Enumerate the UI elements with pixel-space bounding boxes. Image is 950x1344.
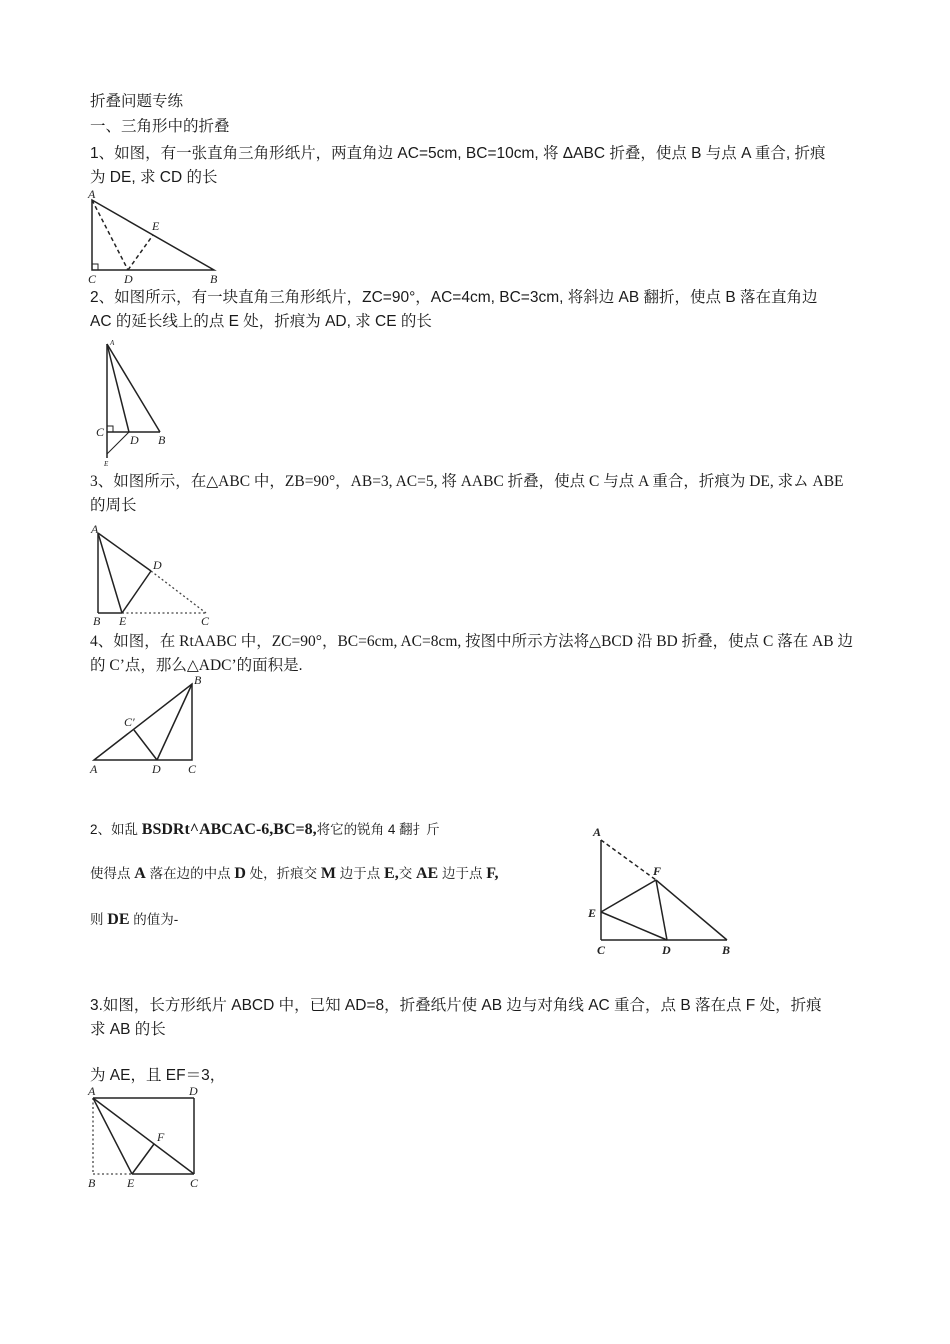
q4-segment-c1d: [134, 730, 157, 760]
q5-figure: [585, 820, 745, 965]
q4-triangle: [94, 684, 192, 760]
q6-label-c: C: [190, 1176, 199, 1190]
q1-right-angle-mark: [92, 264, 98, 270]
q5-line3-part: 则: [90, 912, 108, 927]
q2-right-angle-mark: [107, 426, 113, 432]
q5-label-b: B: [722, 943, 731, 957]
q2-figure: [92, 336, 182, 466]
q3-label-e: E: [119, 614, 127, 628]
q1-label-e: E: [152, 219, 160, 233]
q5-line2-side-ae: AE: [415, 865, 439, 882]
q3-label-a: A: [91, 522, 99, 536]
q5-line2-part: 使得点: [90, 866, 135, 881]
q6-figure: [84, 1083, 209, 1193]
q6-fold-ae: [93, 1098, 132, 1174]
q1-label-d: D: [124, 272, 133, 286]
q5-label-d: D: [662, 943, 671, 957]
q5-label-e: E: [588, 906, 597, 920]
q4-text-line2: 的 C’点，那么△ADC’的面积是.: [90, 657, 303, 674]
q5-line2-point-d: D: [234, 865, 246, 882]
q1-fold-de: [128, 235, 153, 270]
q4-label-c-prime: C′: [124, 715, 135, 729]
q2-fold-de: [107, 432, 129, 454]
q5-line2-part: 边于点: [438, 866, 487, 881]
q1-text-line1: 1、如图，有一张直角三角形纸片，两直角边 AC=5cm, BC=10cm, 将 ΔABC 折叠，使点 B 与点 A 重合, 折痕: [90, 145, 826, 162]
q6-text-line1: 3.如图，长方形纸片 ABCD 中，已知 AD=8，折叠纸片使 AB 边与对角线 AC 重合，点 B 落在点 F 处，折痕: [90, 997, 822, 1014]
q5-line2-part: 处，折痕交: [245, 866, 321, 881]
q5-line2-point-e: E,: [384, 865, 399, 882]
q5-text-line3: [90, 908, 178, 932]
q5-label-a: A: [593, 825, 602, 839]
q2-text-line2: AC 的延长线上的点 E 处，折痕为 AD, 求 CE 的长: [90, 313, 432, 330]
q6-text-line3: 为 AE，且 EF＝3，: [90, 1067, 226, 1084]
q5-line3-part: 的值为-: [129, 912, 179, 927]
q3-label-b: B: [93, 614, 101, 628]
q3-text-line2: 的周长: [90, 497, 137, 514]
q2-label-d: D: [130, 433, 139, 447]
q6-label-e: E: [127, 1176, 135, 1190]
q5-line1-suffix: 将它的锐角 4 翻扌斤: [316, 822, 440, 837]
q3-fold-de: [122, 571, 151, 613]
q1-label-a: A: [88, 187, 96, 201]
q5-label-c: C: [597, 943, 606, 957]
q4-text-line1: 4、如图，在 RtAABC 中，ZC=90°，BC=6cm, AC=8cm, 按图中所示方法将△BCD 沿 BD 折叠，使点 C 落在 AB 边: [90, 633, 853, 650]
q5-line1-prefix: 2、如乱: [90, 822, 142, 837]
q5-text-line2: [90, 862, 499, 886]
q3-label-d: D: [153, 558, 162, 572]
q6-segment-ef: [132, 1144, 154, 1174]
q5-line3-segment-de: DE: [107, 911, 130, 928]
q6-label-a: A: [88, 1084, 96, 1098]
q4-label-a: A: [90, 762, 98, 776]
q3-text-line1: 3、如图所示，在△ABC 中，ZB=90°，AB=3, AC=5, 将 AABC 折叠，使点 C 与点 A 重合，折痕为 DE, 求ム ABE: [90, 473, 844, 490]
q5-line2-part: 交: [398, 866, 416, 881]
q5-side-af: [601, 840, 656, 880]
q5-line2-point-f: F,: [486, 865, 499, 882]
q5-line1-bold: BSDRt^ABCAC-6,BC=8,: [141, 821, 317, 838]
q2-text-line1: 2、如图所示，有一块直角三角形纸片，ZC=90°，AC=4cm, BC=3cm, 将斜边 AB 翻折，使点 B 落在直角边: [90, 289, 818, 306]
q5-line2-part: 边于点: [336, 866, 385, 881]
q6-diagonal-ac: [93, 1098, 194, 1174]
q3-figure: [88, 521, 218, 629]
q6-label-b: B: [88, 1176, 96, 1190]
q5-side-fb: [656, 880, 727, 940]
q2-label-a: A: [110, 339, 115, 347]
q2-label-c: C: [96, 425, 105, 439]
q2-hypotenuse-ab: [107, 344, 160, 432]
q5-segment-fd: [656, 880, 667, 940]
q1-figure: [84, 188, 229, 285]
q3-segment-ae: [98, 533, 122, 613]
q1-text-line2: 为 DE, 求 CD 的长: [90, 169, 218, 186]
q6-text-line2: 求 AB 的长: [90, 1021, 166, 1038]
q5-line2-part: 落在边的中点: [145, 866, 235, 881]
q5-line2-point-a: A: [134, 865, 146, 882]
q2-fold-ad: [107, 344, 129, 432]
q3-side-ad: [98, 533, 151, 571]
q4-fold-bd: [157, 684, 192, 760]
q4-label-c: C: [188, 762, 197, 776]
q3-label-c: C: [201, 614, 210, 628]
section-heading: 一、三角形中的折叠: [90, 118, 230, 135]
q3-side-dc: [151, 571, 206, 613]
q5-fold-ef: [601, 880, 656, 912]
document-title: 折叠问题专练: [90, 93, 184, 110]
q5-text-line1: [90, 818, 440, 842]
q4-figure: [86, 672, 211, 780]
q5-label-f: F: [653, 864, 662, 878]
q6-label-d: D: [189, 1084, 198, 1098]
q1-label-b: B: [210, 272, 218, 286]
q2-label-e: E: [104, 460, 109, 468]
q6-label-f: F: [157, 1130, 165, 1144]
q1-label-c: C: [88, 272, 97, 286]
q5-segment-ed: [601, 912, 667, 940]
q5-line2-side-m: M: [320, 865, 337, 882]
q4-label-b: B: [194, 673, 202, 687]
q2-label-b: B: [158, 433, 166, 447]
q4-label-d: D: [152, 762, 161, 776]
